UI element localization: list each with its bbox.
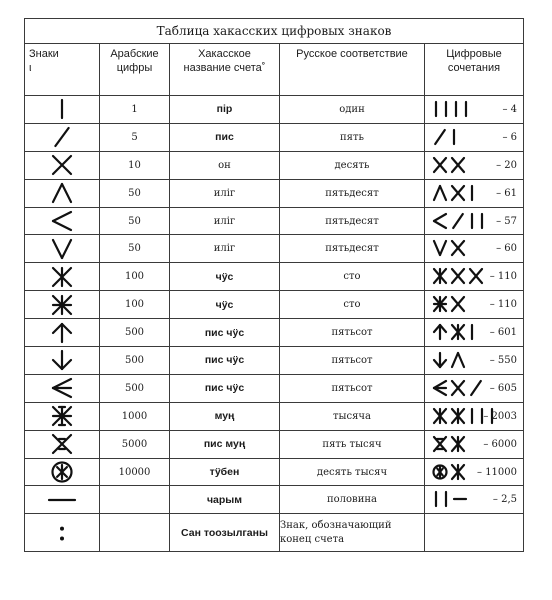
khakas-cell: он (170, 151, 280, 179)
russian-cell: тысяча (280, 402, 425, 430)
header-russian (280, 44, 425, 96)
combo-value: – 2003 (483, 410, 518, 422)
arabic-cell: 1 (100, 96, 170, 124)
combo-cell (425, 207, 524, 235)
header-khakas-mark: ˚ (261, 62, 266, 74)
combo-glyphs (432, 99, 472, 119)
combo-star8-icon (434, 297, 446, 311)
combo-x-icon (452, 297, 464, 311)
header-khakas-line2: название счета (183, 62, 262, 74)
arrow-up-icon (51, 322, 73, 344)
header-combos-line2: сочетания (447, 62, 501, 74)
table-title: Таблица хакасских цифровых знаков (25, 19, 524, 44)
arabic-cell: 1000 (100, 402, 170, 430)
combo-arrowup-icon (434, 325, 446, 339)
table-row (25, 291, 524, 319)
header-combos-line1: Цифровые (446, 48, 502, 60)
russian-cell: пятьдесят (280, 235, 425, 263)
combo-glyphs (432, 238, 468, 258)
khakas-cell: муң (170, 402, 280, 430)
combo-value: – 57 (496, 215, 518, 227)
table-row (25, 458, 524, 486)
table-row (25, 374, 524, 402)
khakas-cell: пис чӱс (170, 319, 280, 347)
combo-cell (425, 374, 524, 402)
arabic-cell: 50 (100, 179, 170, 207)
combo-slash-icon (435, 130, 445, 144)
arabic-cell: 500 (100, 319, 170, 347)
header-russian-label: Русское соответствие (296, 48, 408, 60)
arabic-cell (100, 486, 170, 514)
combo-circle-icon (434, 465, 447, 478)
combo-star-icon (434, 269, 446, 283)
combo-cell (425, 179, 524, 207)
sign-cell (25, 96, 100, 124)
sign-cell (25, 151, 100, 179)
table-row (25, 123, 524, 151)
table-row (25, 430, 524, 458)
combo-value: – 4 (502, 104, 518, 115)
vertical-bar-icon (51, 98, 73, 120)
header-arabic-line1: Арабские (110, 48, 159, 60)
combo-star-icon (434, 409, 446, 423)
russian-cell: сто (280, 291, 425, 319)
combo-value: – 110 (489, 299, 518, 311)
combo-glyphs (432, 434, 468, 454)
russian-cell: пятьсот (280, 374, 425, 402)
sign-cell (25, 179, 100, 207)
khakas-cell: иліг (170, 235, 280, 263)
russian-cell: десять (280, 151, 425, 179)
combo-slash-icon (453, 214, 463, 228)
khakas-cell: пір (170, 96, 280, 124)
combo-down-icon (434, 241, 446, 255)
khakas-cell: тӱбен (170, 458, 280, 486)
combo-cell (425, 263, 524, 291)
khakas-cell: пис муң (170, 430, 280, 458)
header-signs-label: Знаки (29, 48, 59, 60)
combo-value: – 60 (496, 243, 518, 255)
sign-cell (25, 263, 100, 291)
combo-arrowleft-icon (434, 381, 446, 395)
combo-cell (425, 96, 524, 124)
combo-x-icon (434, 158, 446, 172)
russian-cell: половина (280, 486, 425, 514)
arabic-cell (100, 514, 170, 552)
combo-cell (425, 458, 524, 486)
caret-down-icon (51, 238, 73, 260)
header-khakas-line1: Хакасское (198, 48, 251, 60)
table-row (25, 319, 524, 347)
combo-up-icon (452, 353, 464, 367)
khakas-cell: Сан тоозылганы (170, 514, 280, 552)
table-row (25, 514, 524, 552)
combo-cell (425, 235, 524, 263)
russian-cell: десять тысяч (280, 458, 425, 486)
colon-dots-icon (57, 522, 67, 544)
russian-cell: пять тысяч (280, 430, 425, 458)
combo-value: – 6 (502, 131, 518, 143)
combo-cell (425, 319, 524, 347)
arabic-cell: 10 (100, 151, 170, 179)
combo-glyphs (432, 127, 460, 147)
combo-glyphs (432, 155, 468, 175)
combo-x-icon (452, 186, 464, 200)
combo-star-icon (452, 409, 464, 423)
khakas-cell: чарым (170, 486, 280, 514)
russian-cell: Знак, обозначающий конец счета (280, 514, 425, 552)
russian-cell: пятьдесят (280, 207, 425, 235)
combo-value: – 601 (489, 327, 518, 339)
table-row (25, 235, 524, 263)
combo-x-icon (452, 158, 464, 172)
table-row (25, 402, 524, 430)
header-signs-mark: ι (29, 62, 32, 74)
asterisk-ticked-icon (51, 405, 73, 427)
header-combos (425, 44, 524, 96)
arabic-cell: 10000 (100, 458, 170, 486)
sign-cell (25, 123, 100, 151)
combo-cell (425, 151, 524, 179)
khakas-cell: иліг (170, 179, 280, 207)
x-cross-icon (51, 154, 73, 176)
combo-star-icon (452, 465, 464, 479)
table-row (25, 486, 524, 514)
combo-value: – 20 (496, 159, 518, 171)
combo-cell (425, 402, 524, 430)
sign-cell (25, 486, 100, 514)
table-row (25, 151, 524, 179)
header-arabic-line2: цифры (116, 62, 153, 74)
combo-x-icon (452, 241, 464, 255)
combo-arrowdown-icon (434, 353, 446, 367)
asterisk-8-icon (51, 294, 73, 316)
numeral-table (24, 18, 524, 552)
khakas-cell: пис (170, 123, 280, 151)
arabic-cell: 500 (100, 347, 170, 375)
sign-cell (25, 319, 100, 347)
combo-glyphs (432, 266, 486, 286)
combo-glyphs (432, 462, 468, 482)
combo-glyphs (432, 350, 468, 370)
combo-glyphs (432, 294, 468, 314)
angle-left-icon (51, 210, 73, 232)
russian-cell: сто (280, 263, 425, 291)
combo-cell (425, 430, 524, 458)
combo-cell (425, 291, 524, 319)
sign-cell (25, 207, 100, 235)
russian-cell: пятьсот (280, 347, 425, 375)
combo-value: – 550 (489, 355, 518, 367)
arabic-cell: 50 (100, 207, 170, 235)
combo-value: – 605 (489, 382, 518, 394)
combo-glyphs (432, 489, 470, 509)
khakas-cell: пис чӱс (170, 347, 280, 375)
arabic-cell: 50 (100, 235, 170, 263)
khakas-cell: чӱс (170, 291, 280, 319)
asterisk-6-icon (51, 266, 73, 288)
combo-x-icon (452, 381, 464, 395)
arabic-cell: 500 (100, 374, 170, 402)
combo-x-icon (452, 269, 464, 283)
combo-glyphs (432, 378, 486, 398)
combo-value: – 11000 (477, 466, 518, 478)
table-body (25, 96, 524, 552)
combo-value: – 110 (489, 271, 518, 283)
combo-star-icon (452, 325, 464, 339)
combo-value: – 2,5 (492, 494, 518, 506)
slash-icon (51, 126, 73, 148)
khakas-cell: чӱс (170, 263, 280, 291)
table-row (25, 179, 524, 207)
arabic-cell: 100 (100, 263, 170, 291)
russian-cell: пять (280, 123, 425, 151)
combo-value: – 6000 (483, 438, 518, 450)
combo-value: – 61 (496, 187, 518, 199)
combo-star-icon (452, 437, 464, 451)
russian-cell: один (280, 96, 425, 124)
table-row (25, 347, 524, 375)
combo-x-icon (470, 269, 482, 283)
sign-cell (25, 458, 100, 486)
sign-cell (25, 374, 100, 402)
arabic-cell: 5000 (100, 430, 170, 458)
combo-left-icon (434, 214, 446, 228)
combo-cell (425, 514, 524, 552)
russian-cell: пятьдесят (280, 179, 425, 207)
header-signs (25, 44, 100, 96)
horizontal-bar-icon (47, 495, 77, 505)
sign-cell (25, 430, 100, 458)
sign-cell (25, 514, 100, 552)
combo-glyphs (432, 183, 478, 203)
caret-up-icon (51, 182, 73, 204)
sign-cell (25, 235, 100, 263)
combo-cell (425, 486, 524, 514)
russian-cell: пятьсот (280, 319, 425, 347)
combo-slash-icon (471, 381, 481, 395)
table-row (25, 207, 524, 235)
header-khakas (170, 44, 280, 96)
header-arabic (100, 44, 170, 96)
arabic-cell: 100 (100, 291, 170, 319)
khakas-cell: иліг (170, 207, 280, 235)
sign-cell (25, 402, 100, 430)
combo-glyphs (432, 322, 478, 342)
sign-cell (25, 291, 100, 319)
khakas-cell: пис чӱс (170, 374, 280, 402)
arrow-down-icon (51, 349, 73, 371)
combo-glyphs (432, 211, 488, 231)
arabic-cell: 5 (100, 123, 170, 151)
x-ticked-icon (51, 433, 73, 455)
combo-cell (425, 347, 524, 375)
table-row (25, 96, 524, 124)
combo-cell (425, 123, 524, 151)
sign-cell (25, 347, 100, 375)
arrow-left-icon (51, 377, 73, 399)
combo-xtick-icon (434, 437, 446, 451)
circled-asterisk-icon (51, 461, 73, 483)
table-row (25, 263, 524, 291)
combo-up-icon (434, 186, 446, 200)
